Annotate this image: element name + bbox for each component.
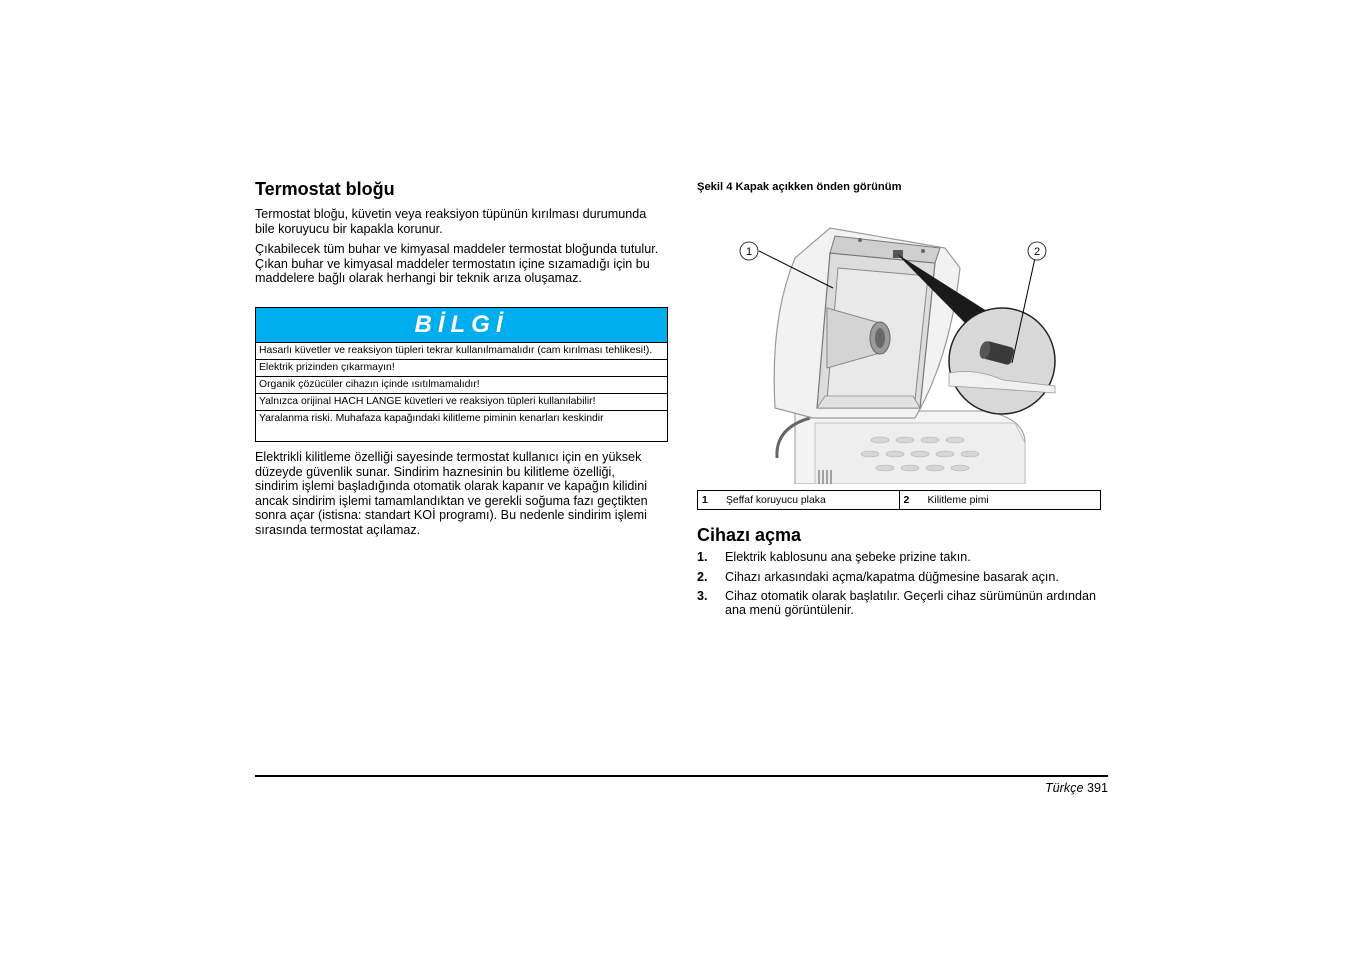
legend-cell: [899, 491, 1101, 509]
notice-list: [256, 343, 667, 427]
section-heading-thermostat-block: Termostat bloğu: [255, 179, 395, 199]
legend-label: Kilitleme pimi: [927, 494, 989, 506]
step-item: [697, 590, 1109, 616]
step-text: Cihaz otomatik olarak başlatılır. Geçerli cihaz sürümünün ardından ana menü görüntülenir.: [725, 589, 1096, 617]
figure-caption: Şekil 4 Kapak açıkken önden görünüm: [697, 181, 902, 193]
footer-rule: [255, 775, 1108, 777]
page-number: 391: [1086, 781, 1108, 795]
step-text: Elektrik kablosunu ana şebeke prizine takın.: [725, 550, 971, 564]
steps-list: [697, 551, 1109, 623]
paragraph-electric-lock: [255, 450, 648, 538]
step-item: [697, 551, 1109, 564]
step-number: 1.: [697, 550, 708, 564]
notice-header: [256, 308, 667, 343]
legend-label: Şeffaf koruyucu plaka: [726, 494, 826, 506]
text-line: bile koruyucu bir kapakla korunur.: [255, 221, 443, 236]
notice-item: Elektrik prizinden çıkarmayın!: [256, 360, 667, 377]
text-line: sindirim işlemi başladığında otomatik olarak kapanır ve kapağın kilidini: [255, 479, 647, 494]
legend-number: 1: [702, 494, 708, 506]
page-footer: [255, 781, 1108, 795]
text-line: Elektrikli kilitleme özelliği sayesinde termostat kullanıcı için en yüksek: [255, 450, 642, 464]
step-text: Cihazı arkasındaki açma/kapatma düğmesine basarak açın.: [725, 569, 1059, 584]
figure-legend-table: [697, 490, 1101, 510]
step-number: 3.: [697, 589, 708, 604]
text-line: sırasında termostat açılamaz.: [255, 522, 421, 537]
text-line: Çıkabilecek tüm buhar ve kimyasal maddeler termostat bloğunda tutulur.: [255, 242, 659, 256]
text-line: maddelere bağlı olarak herhangi bir teknik arıza oluşamaz.: [255, 271, 582, 286]
callout-2: 2: [1033, 246, 1041, 258]
notice-item: Yalnızca orijinal HACH LANGE küvetleri ve reaksiyon tüpleri kullanılabilir!: [256, 394, 667, 411]
thermostat-open-lid-illustration: [735, 218, 1110, 484]
step-number: 2.: [697, 569, 708, 584]
notice-title: BİLGİ: [414, 311, 509, 338]
footer-language: Türkçe: [1044, 781, 1084, 795]
callout-1: 1: [745, 246, 753, 258]
notice-item: Yaralanma riski. Muhafaza kapağındaki kilitleme piminin kenarları keskindir: [259, 413, 604, 424]
notice-item: Hasarlı küvetler ve reaksiyon tüpleri tekrar kullanılmamalıdır (cam kırılması tehlikesi!).: [256, 343, 667, 360]
notice-item: Organik çözücüler cihazın içinde ısıtılmamalıdır!: [256, 377, 667, 394]
step-item: [697, 571, 1109, 584]
paragraph-vapors: [255, 242, 658, 286]
text-line: Termostat bloğu, küvetin veya reaksiyon tüpünün kırılması durumunda: [255, 207, 647, 221]
legend-cell: [698, 491, 899, 509]
text-line: Çıkan buhar ve kimyasal maddeler termostatın içine sızamadığı için bu: [255, 256, 650, 271]
text-line: ancak sindirim işlemi tamamlandıktan ve gerekli soğuma fazı geçtikten: [255, 493, 648, 508]
text-line: sonra açar (istisna: standart KOİ programı). Bu nedenle sindirim işlemi: [255, 508, 647, 523]
paragraph-protective-cover: [255, 207, 646, 236]
text-line: düzeyde güvenlik sunar. Sindirim haznesinin bu kilitleme özelliği,: [255, 464, 615, 479]
notice-box: [255, 307, 668, 442]
legend-number: 2: [903, 494, 910, 506]
section-heading-device-power-on: Cihazı açma: [697, 525, 802, 545]
